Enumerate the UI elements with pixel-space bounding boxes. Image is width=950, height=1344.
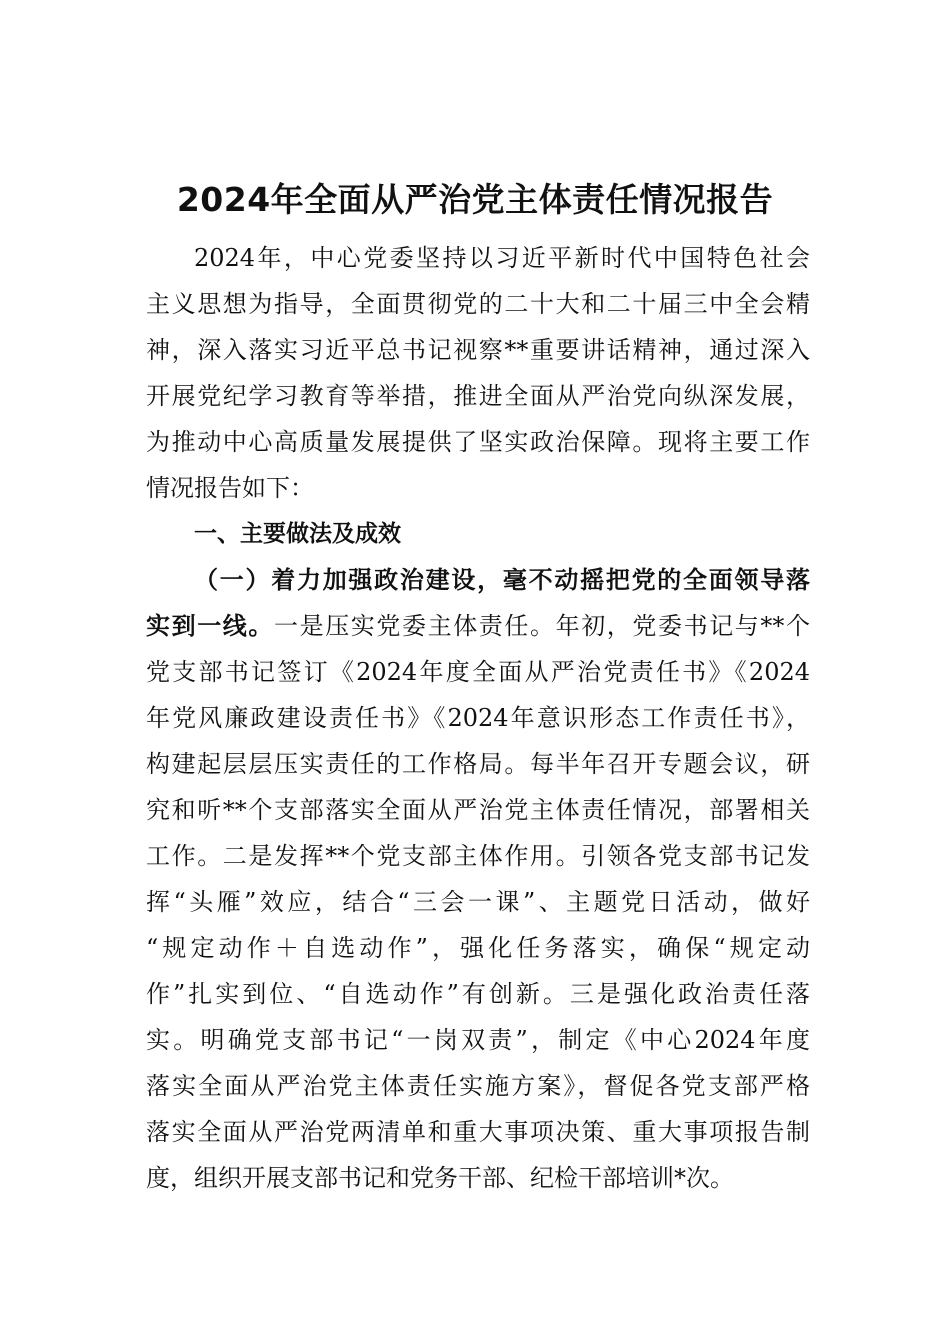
body-line-12: 落实全面从严治党两清单和重大事项决策、重大事项报告制 xyxy=(146,1118,810,1146)
sub-heading-tail: 实到一线。 xyxy=(146,611,274,640)
body-line-1 xyxy=(146,604,810,648)
intro-line-5: 为推动中心高质量发展提供了坚实政治保障。现将主要工作 xyxy=(146,428,810,456)
section-heading: 一、主要做法及成效 xyxy=(194,521,401,547)
intro-line-3: 神，深入落实习近平总书记视察**重要讲话精神，通过深入 xyxy=(146,336,810,364)
body-line-11: 落实全面从严治党主体责任实施方案》，督促各党支部严格 xyxy=(146,1072,810,1100)
body-line-3: 年党风廉政建设责任书》《2024年意识形态工作责任书》， xyxy=(146,704,810,732)
body-line-6: 工作。二是发挥**个党支部主体作用。引领各党支部书记发 xyxy=(146,842,810,870)
intro-line-1: 2024年，中心党委坚持以习近平新时代中国特色社会 xyxy=(194,244,810,272)
body-line-8: “规定动作＋自选动作”，强化任务落实，确保“规定动 xyxy=(146,934,810,962)
body-line-1-rest: 一是压实党委主体责任。年初，党委书记与**个 xyxy=(274,612,810,640)
intro-line-6: 情况报告如下： xyxy=(146,474,314,502)
intro-line-4: 开展党纪学习教育等举措，推进全面从严治党向纵深发展， xyxy=(146,382,810,410)
body-line-10: 实。明确党支部书记“一岗双责”，制定《中心2024年度 xyxy=(146,1026,810,1054)
body-line-4: 构建起层层压实责任的工作格局。每半年召开专题会议，研 xyxy=(146,750,810,778)
body-line-7: 挥“头雁”效应，结合“三会一课”、主题党日活动，做好 xyxy=(146,888,810,916)
document-title: 2024年全面从严治党主体责任情况报告 xyxy=(176,180,774,219)
body-line-9: 作”扎实到位、“自选动作”有创新。三是强化政治责任落 xyxy=(146,980,810,1008)
body-line-13: 度，组织开展支部书记和党务干部、纪检干部培训*次。 xyxy=(146,1164,734,1192)
intro-line-2: 主义思想为指导，全面贯彻党的二十大和二十届三中全会精 xyxy=(146,290,810,318)
body-line-2: 党支部书记签订《2024年度全面从严治党责任书》《2024 xyxy=(146,658,810,686)
body-line-5: 究和听**个支部落实全面从严治党主体责任情况，部署相关 xyxy=(146,796,810,824)
sub-heading-line: （一）着力加强政治建设，毫不动摇把党的全面领导落 xyxy=(194,565,810,594)
